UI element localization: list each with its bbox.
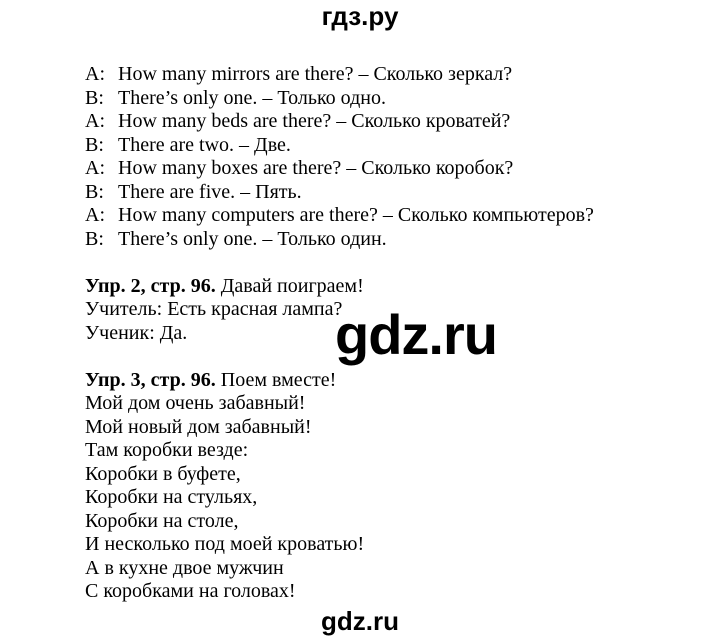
dialogue-speaker: B: — [85, 133, 104, 156]
exercise-2-title — [85, 275, 594, 299]
exercise-3-line: А в кухне двое мужчин — [85, 556, 284, 579]
dialogue-line — [85, 204, 594, 228]
exercise-3-line: Мой новый дом забавный! — [85, 415, 312, 438]
dialogue-text: How many mirrors are there? – Сколько зеркал? — [118, 63, 513, 85]
dialogue-line — [85, 181, 594, 205]
exercise-2-line: Ученик: Да. — [85, 321, 188, 344]
dialogue-line — [85, 87, 594, 111]
exercise-2-title-number: Упр. 2, стр. 96. — [85, 274, 216, 297]
dialogue-text: There are two. – Две. — [118, 133, 291, 156]
exercise-3-line: С коробками на головах! — [85, 580, 296, 602]
dialogue-speaker: A: — [85, 110, 105, 132]
dialogue-block — [85, 63, 594, 251]
exercise-3-line: Мой дом очень забавный! — [85, 392, 306, 414]
exercise-3-block — [85, 369, 594, 604]
dialogue-text: There’s only one. – Только одно. — [118, 86, 386, 109]
dialogue-text: There’s only one. – Только один. — [118, 227, 387, 250]
site-header-logo: гдз.ру — [321, 1, 399, 31]
gdz-ru-footer-logo: gdz.ru — [321, 606, 399, 636]
dialogue-speaker: B: — [85, 227, 104, 250]
exercise-3-title — [85, 369, 594, 393]
dialogue-line — [85, 157, 594, 181]
exercise-3-title-text: Поем вместе! — [220, 368, 337, 391]
dialogue-text: How many boxes are there? – Сколько коробок? — [118, 157, 514, 179]
dialogue-speaker: A: — [85, 63, 105, 85]
dialogue-text: How many beds are there? – Сколько кроватей? — [118, 110, 511, 132]
dialogue-line — [85, 110, 594, 134]
dialogue-line — [85, 63, 594, 87]
dialogue-speaker: A: — [85, 157, 105, 179]
exercise-2-title-text: Давай поиграем! — [220, 274, 364, 297]
dialogue-line — [85, 134, 594, 158]
dialogue-text: There are five. – Пять. — [118, 180, 302, 203]
dialogue-line — [85, 228, 594, 252]
dialogue-speaker: B: — [85, 86, 104, 109]
exercise-3-line: Коробки на стульях, — [85, 486, 258, 508]
dialogue-text: How many computers are there? – Сколько компьютеров? — [118, 204, 594, 226]
gdz-ru-watermark: gdz.ru — [335, 303, 497, 366]
exercise-3-line: Там коробки везде: — [85, 439, 249, 461]
exercise-3-line: Коробки в буфете, — [85, 462, 241, 485]
exercise-2-line: Учитель: Есть красная лампа? — [85, 298, 343, 320]
dialogue-speaker: A: — [85, 204, 105, 226]
exercise-3-title-number: Упр. 3, стр. 96. — [85, 368, 216, 391]
exercise-3-line: И несколько под моей кроватью! — [85, 533, 365, 555]
dialogue-speaker: B: — [85, 180, 104, 203]
exercise-3-line: Коробки на столе, — [85, 509, 239, 532]
